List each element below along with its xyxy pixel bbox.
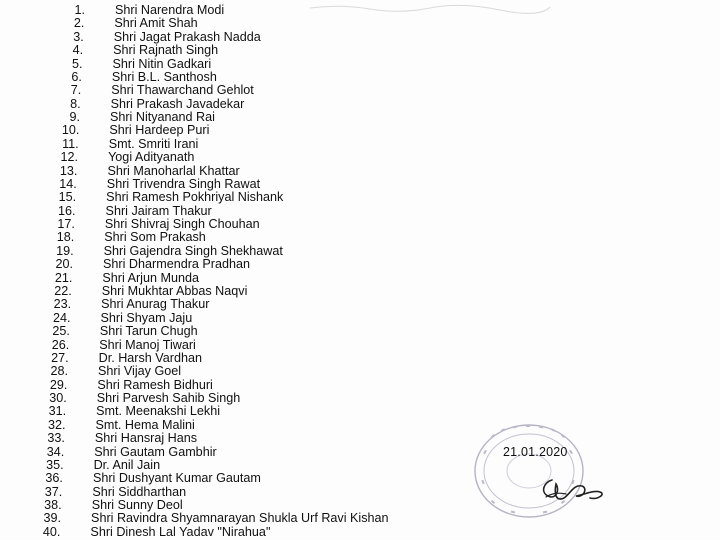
list-item-name: Shri Narendra Modi — [115, 3, 225, 17]
list-item-name: Shri Nityanand Rai — [109, 110, 215, 125]
list-item-number: 25. — [52, 324, 70, 339]
list-item-number: 16. — [58, 203, 76, 218]
list-item-number: 40. — [42, 524, 61, 539]
list-item-number: 29. — [49, 377, 68, 392]
list-item-number: 7. — [70, 83, 82, 98]
list-item-number: 38. — [44, 498, 62, 513]
list-item-number: 23. — [53, 297, 72, 312]
list-item-number: 35. — [46, 457, 64, 472]
signature — [530, 470, 620, 510]
list-item-name: Smt. Hema Malini — [95, 417, 195, 432]
list-item-number: 12. — [60, 150, 79, 165]
list-item-name: Shri Amit Shah — [114, 16, 198, 31]
list-item-name: Shri Tarun Chugh — [99, 324, 198, 339]
list-item-name: Shri Ramesh Pokhriyal Nishank — [106, 190, 284, 205]
list-item-number: 30. — [49, 391, 67, 406]
list-item-name: Shri Dharmendra Pradhan — [103, 257, 251, 272]
list-item-name: Shri B.L. Santhosh — [111, 69, 217, 84]
list-item-number: 11. — [62, 136, 79, 151]
list-item-number: 2. — [73, 16, 85, 31]
list-item-name: Shri Vijay Goel — [97, 364, 182, 379]
list-item-name: Shri Gautam Gambhir — [94, 444, 217, 459]
list-item-number: 22. — [54, 283, 72, 298]
list-item-number: 8. — [70, 96, 81, 111]
list-item-name: Shri Mukhtar Abbas Naqvi — [101, 283, 248, 298]
list-item-number: 19. — [56, 243, 74, 258]
list-item-name: Shri Jagat Prakash Nadda — [113, 29, 261, 44]
list-item-number: 9. — [69, 110, 80, 125]
list-item-name: Shri Som Prakash — [104, 230, 206, 245]
list-item-number: 37. — [44, 484, 63, 499]
list-item-number: 3. — [73, 29, 84, 44]
list-item-name: Shri Manoharlal Khattar — [107, 163, 240, 178]
list-item-number: 10. — [61, 123, 80, 138]
list-item-name: Shri Gajendra Singh Shekhawat — [103, 243, 283, 258]
list-item-name: Yogi Adityanath — [108, 150, 195, 165]
list-item-name: Dr. Anil Jain — [93, 457, 161, 472]
list-item-number: 36. — [45, 471, 63, 486]
list-item-name: Shri Shivraj Singh Chouhan — [104, 217, 260, 232]
list-item-number: 34. — [46, 444, 65, 459]
list-item-name: Shri Dinesh Lal Yadav "Nirahua" — [90, 524, 271, 539]
list-item-name: Smt. Smriti Irani — [108, 136, 199, 151]
list-item-name: Shri Nitin Gadkari — [112, 56, 212, 71]
list-item-number: 6. — [71, 69, 82, 84]
list-item-name: Shri Parvesh Sahib Singh — [96, 391, 241, 406]
list-item-number: 28. — [50, 364, 68, 379]
list-item-name: Shri Anurag Thakur — [101, 297, 210, 312]
list-item-number: 32. — [47, 417, 66, 432]
list-item-name: Shri Trivendra Singh Rawat — [106, 176, 261, 191]
list-item-name: Dr. Harsh Vardhan — [98, 350, 202, 365]
document-date: 21.01.2020 — [503, 445, 568, 459]
list-item-number: 1. — [74, 3, 85, 17]
list-item-name: Shri Ravindra Shyamnarayan Shukla Urf Ravi Kishan — [91, 511, 389, 526]
list-item-number: 14. — [59, 176, 77, 191]
list-item-name: Shri Dushyant Kumar Gautam — [92, 471, 261, 486]
list-item-name: Smt. Meenakshi Lekhi — [96, 404, 220, 419]
list-item-name: Shri Shyam Jaju — [100, 310, 193, 325]
list-item-number: 13. — [59, 163, 78, 178]
bleed-through-marks — [300, 0, 560, 20]
list-item-number: 33. — [47, 431, 65, 446]
list-item-name: Shri Ramesh Bidhuri — [97, 377, 213, 392]
list-item-number: 5. — [71, 56, 83, 71]
list-item-number: 27. — [51, 350, 69, 365]
list-item-number: 20. — [55, 257, 74, 272]
list-item-name: Shri Siddharthan — [92, 484, 187, 499]
list-item-name: Shri Rajnath Singh — [113, 43, 219, 58]
list-item-number: 39. — [43, 511, 62, 526]
list-item-name: Shri Hardeep Puri — [109, 123, 210, 138]
list-item-number: 4. — [72, 43, 84, 58]
list-item-number: 31. — [48, 404, 67, 419]
list-item-name: Shri Thawarchand Gehlot — [111, 83, 254, 98]
list-item-name: Shri Manoj Tiwari — [99, 337, 196, 352]
list-item-name: Shri Arjun Munda — [102, 270, 199, 285]
list-item-name: Shri Prakash Javadekar — [110, 96, 245, 111]
list-item-number: 15. — [58, 190, 77, 205]
list-item-number: 26. — [51, 337, 70, 352]
list-item-name: Shri Sunny Deol — [91, 498, 183, 513]
list-item-number: 21. — [54, 270, 73, 285]
list-item-number: 24. — [52, 310, 71, 325]
list-item-number: 18. — [56, 230, 75, 245]
list-item-name: Shri Jairam Thakur — [105, 203, 212, 218]
list-item-name: Shri Hansraj Hans — [94, 431, 198, 446]
list-item-number: 17. — [57, 217, 75, 232]
